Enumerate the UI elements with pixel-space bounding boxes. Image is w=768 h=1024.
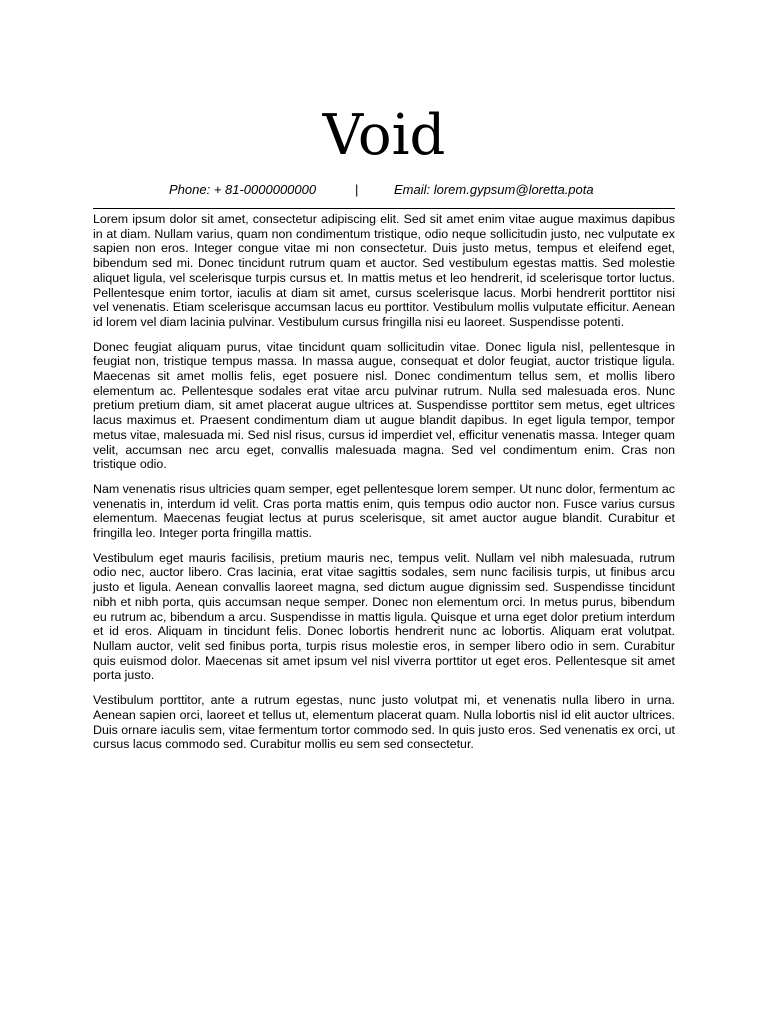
paragraph: Vestibulum eget mauris facilisis, pretium mauris nec, tempus velit. Nullam vel nibh malesuada, rutrum odio nec, auctor libero. Cras lacinia, erat vitae sagittis sodales, sem nunc facilisis turpis, ut finibus arcu justo et ligula. Aenean convallis laoreet magna, sed dictum augue dignissim sed. Suspendisse tincidunt nibh et nibh porta, quis accumsan neque semper. Donec non elementum orci. In metus purus, bibendum eu rutrum ac, bibendum a arcu. Suspendisse in mattis ligula. Quisque et urna eget dolor pretium interdum et id eros. Aliquam in tincidunt felis. Donec lobortis hendrerit nunc ac lobortis. Aliquam erat volutpat. Nullam auctor, velit sed finibus porta, turpis risus molestie eros, in semper libero odio in sem. Curabitur quis euismod dolor. Maecenas sit amet ipsum vel nisl viverra porttitor ut eget eros. Pellentesque sit amet porta justo. bbox=[93, 550, 675, 683]
paragraph: Nam venenatis risus ultricies quam semper, eget pellentesque lorem semper. Ut nunc dolor, fermentum ac venenatis in, interdum id velit. Cras porta mattis enim, quis tempus odio auctor non. Fusce varius cursus elementum. Maecenas feugiat lectus at purus scelerisque, sit amet auctor augue blandit. Curabitur et fringilla leo. Integer porta fringilla mattis. bbox=[93, 481, 675, 541]
paragraph: Lorem ipsum dolor sit amet, consectetur adipiscing elit. Sed sit amet enim vitae augue maximus dapibus in at diam. Nullam varius, quam non condimentum tristique, odio neque sollicitudin justo, nec vulputate ex sapien non eros. Integer congue vitae mi non consectetur. Duis justo metus, tempus et eleifend eget, bibendum sed mi. Donec tincidunt rutrum quam et auctor. Sed vestibulum egestas mattis. Sed molestie aliquet ligula, vel scelerisque turpis cursus et. In mattis metus et leo hendrerit, id scelerisque tortor luctus. Pellentesque enim tortor, iaculis at diam sit amet, cursus scelerisque lacus. Morbi hendrerit porttitor nisi vel venenatis. Etiam scelerisque accumsan lacus eu porttitor. Vestibulum mollis vulputate efficitur. Aenean id lorem vel diam lacinia pulvinar. Vestibulum cursus fringilla nisi eu laoreet. Suspendisse potenti. bbox=[93, 212, 675, 329]
contact-line bbox=[93, 181, 675, 199]
email-text: Email: lorem.gypsum@loretta.pota bbox=[394, 182, 594, 197]
paragraph: Vestibulum porttitor, ante a rutrum egestas, nunc justo volutpat mi, et venenatis nulla libero in urna. Aenean sapien orci, laoreet et tellus ut, elementum placerat quam. Nulla lobortis nisl id elit auctor ultrices. Duis ornare iaculis sem, vitae fermentum tortor commodo sed. In quis justo eros. Sed venenatis ex orci, ut cursus lacus commodo sed. Curabitur mollis eu sem sed consectetur. bbox=[93, 693, 675, 752]
document-title: Void bbox=[322, 103, 446, 168]
contact-separator: | bbox=[355, 182, 359, 197]
phone-text: Phone: + 81-0000000000 bbox=[169, 182, 317, 197]
body-text bbox=[93, 212, 675, 762]
paragraph: Donec feugiat aliquam purus, vitae tincidunt quam sollicitudin vitae. Donec ligula nisl, pellentesque in feugiat non, tristique tempus massa. In massa augue, consequat et dolor feugiat, auctor tristique ligula. Maecenas sit amet mollis felis, eget posuere nisl. Donec condimentum tellus sem, et mollis libero elementum ac. Pellentesque sodales erat vitae arcu pulvinar rutrum. Nulla sed malesuada eros. Nunc pretium pretium diam, sit amet placerat augue ultrices at. Suspendisse porttitor sem metus, eget ultrices lacus maximus et. Praesent condimentum diam ut augue blandit dapibus. In eget ligula tempor, tempor metus vitae, malesuada mi. Sed nisl risus, cursus id imperdiet vel, efficitur venenatis massa. Integer quam velit, accumsan nec arcu eget, convallis malesuada magna. Sed vel condimentum enim. Cras non tristique odio. bbox=[93, 339, 675, 472]
header-divider bbox=[93, 208, 675, 209]
